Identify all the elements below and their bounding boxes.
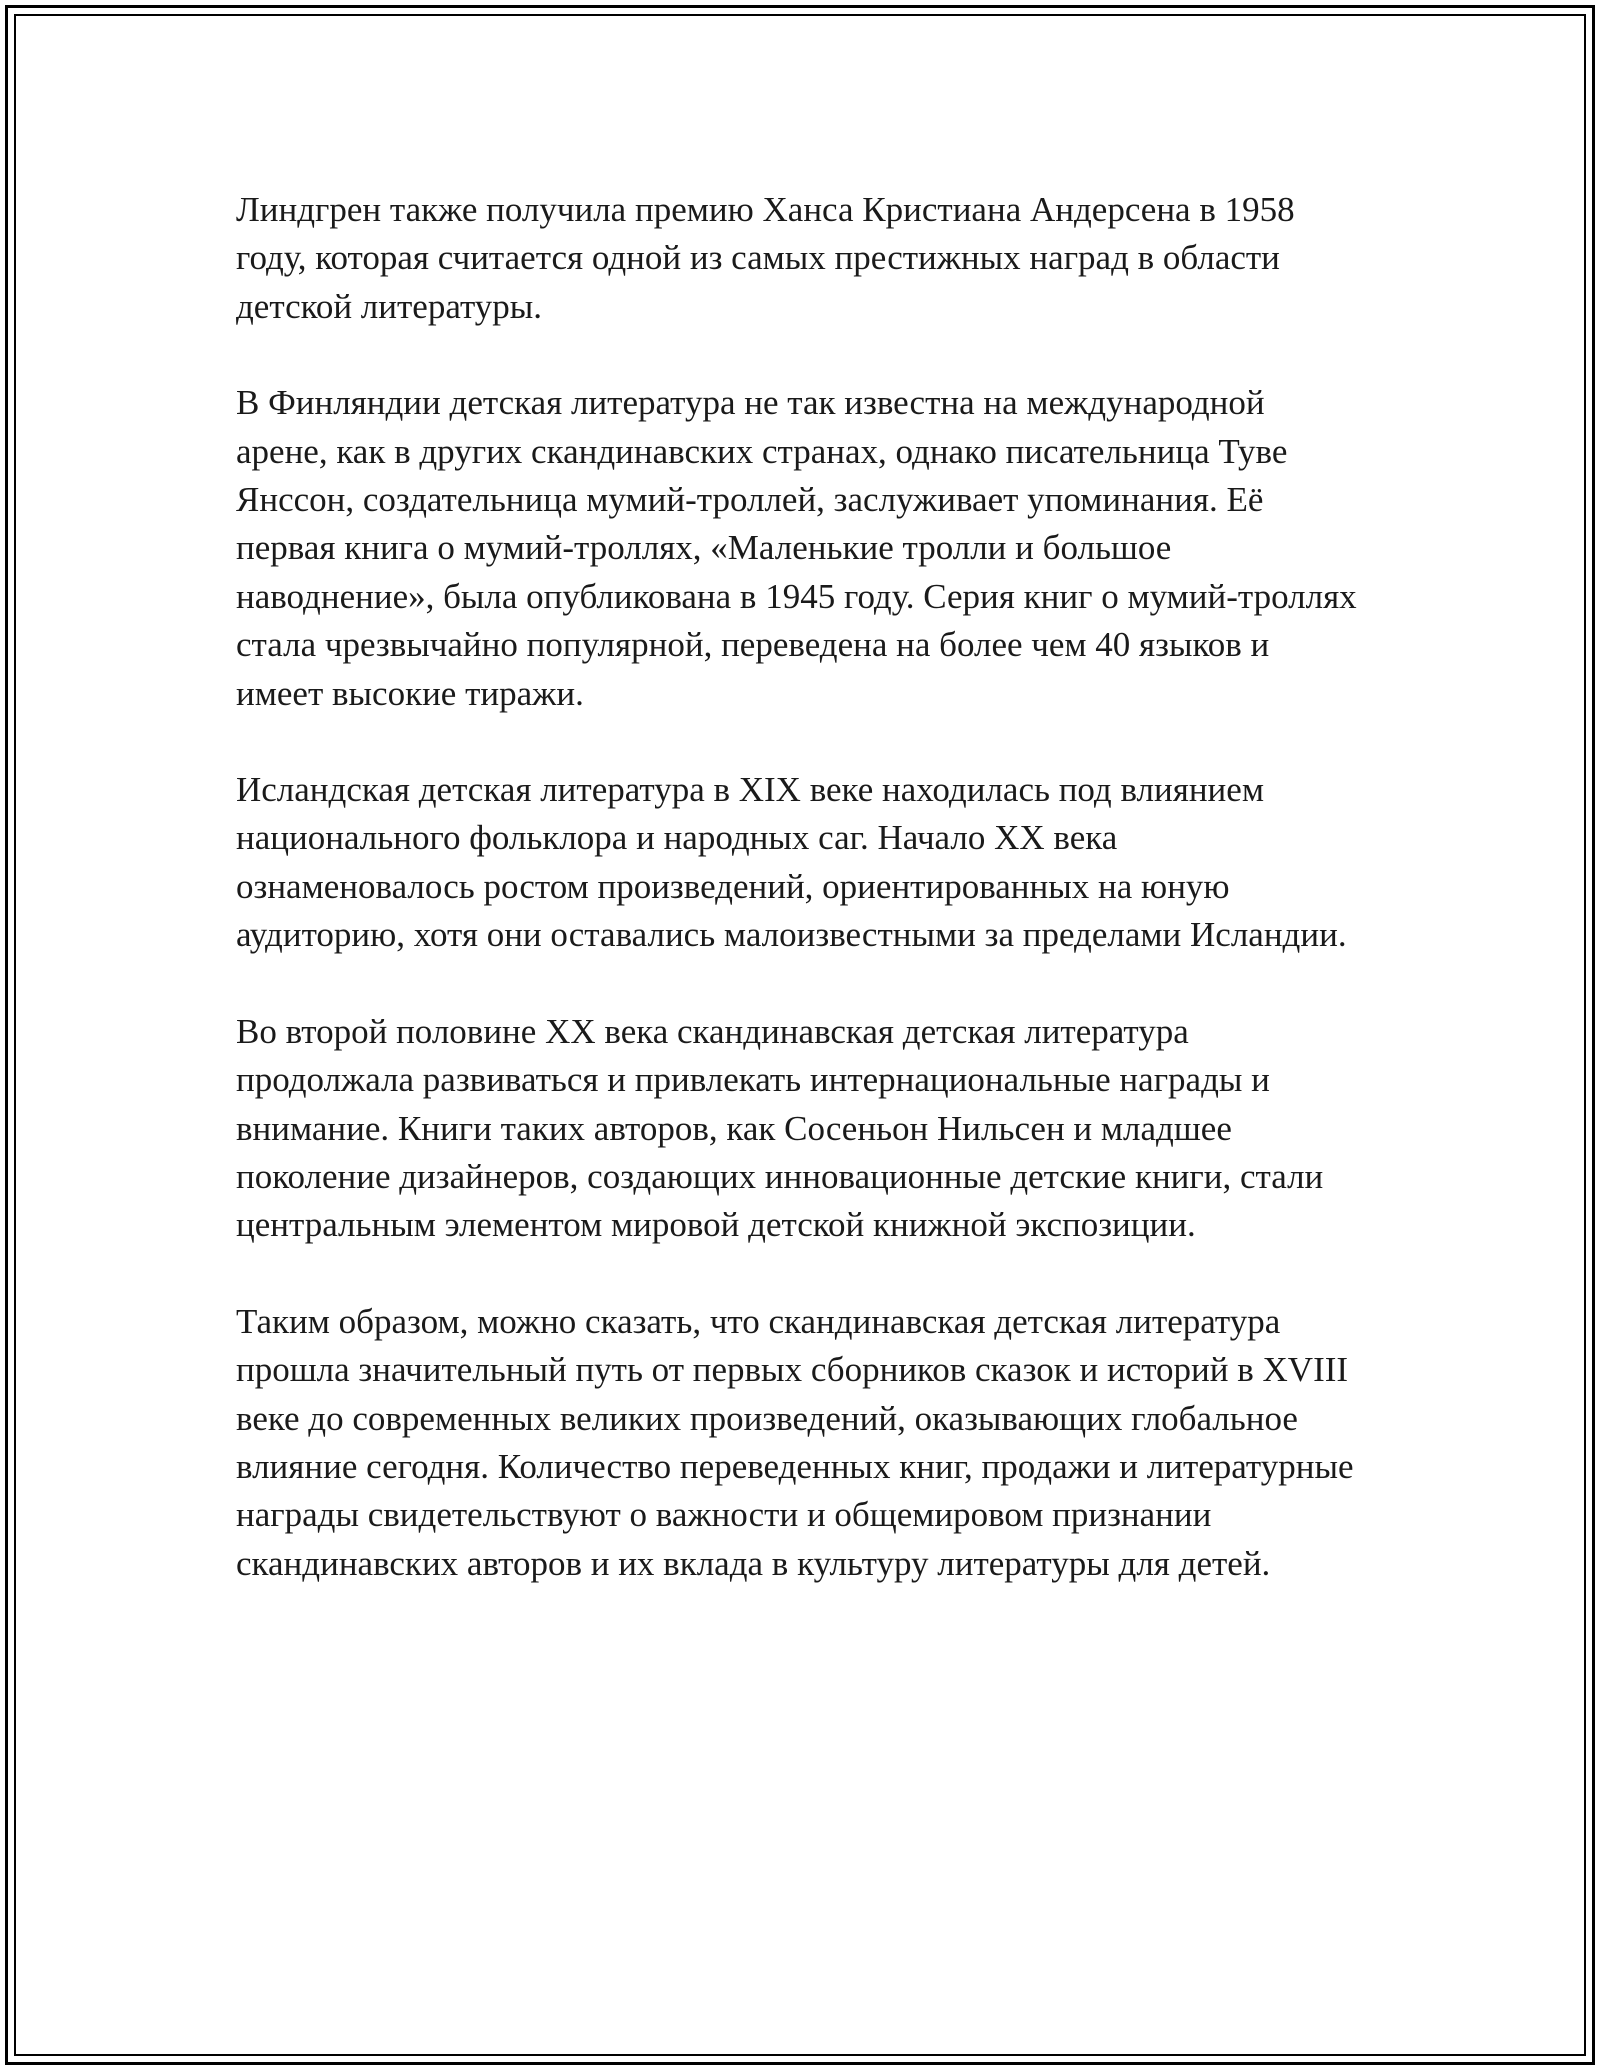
paragraph-second-half-20th-century: Во второй половине XX века скандинавская детская литература продолжала развиваться и привлекать интернациональные награды и внимание. Книги таких авторов, как Сосеньон Нильсен и младшее поколение дизайнеров, создающих инновационные детские книги, стали центральным элементом мировой детской книжной экспозиции. <box>236 1011 1324 1245</box>
paragraph-lindgren-award: Линдгрен также получила премию Ханса Кристиана Андерсена в 1958 году, которая считается одной из самых престижных наград в области детской литературы. <box>236 190 1295 326</box>
paragraph-conclusion: Таким образом, можно сказать, что скандинавская детская литература прошла значительный путь от первых сборников сказок и историй в XVIII веке до современных великих произведений, оказывающих глобальное влияние сегодня. Количество переведенных книг, продажи и литературные награды свидетельствуют о важности и общемировом признании скандинавских авторов и их вклада в культуру литературы для детей. <box>236 1301 1354 1583</box>
paragraph-iceland: Исландская детская литература в XIX веке находилась под влиянием национального фольклора и народных саг. Начало XX века ознаменовалось ростом произведений, ориентированных на юную аудиторию, хотя они оставались малоизвестными за пределами Исландии. <box>236 770 1347 955</box>
document-body <box>236 186 1364 1588</box>
paragraph-finland-jansson: В Финляндии детская литература не так известна на международной арене, как в других скандинавских странах, однако писательница Туве Янссон, создательница мумий-троллей, заслуживает упоминания. Её первая книга о мумий-троллях, «Маленькие тролли и большое наводнение», была опубликована в 1945 году. Серия книг о мумий-троллях стала чрезвычайно популярной, переведена на более чем 40 языков и имеет высокие тиражи. <box>236 383 1357 713</box>
